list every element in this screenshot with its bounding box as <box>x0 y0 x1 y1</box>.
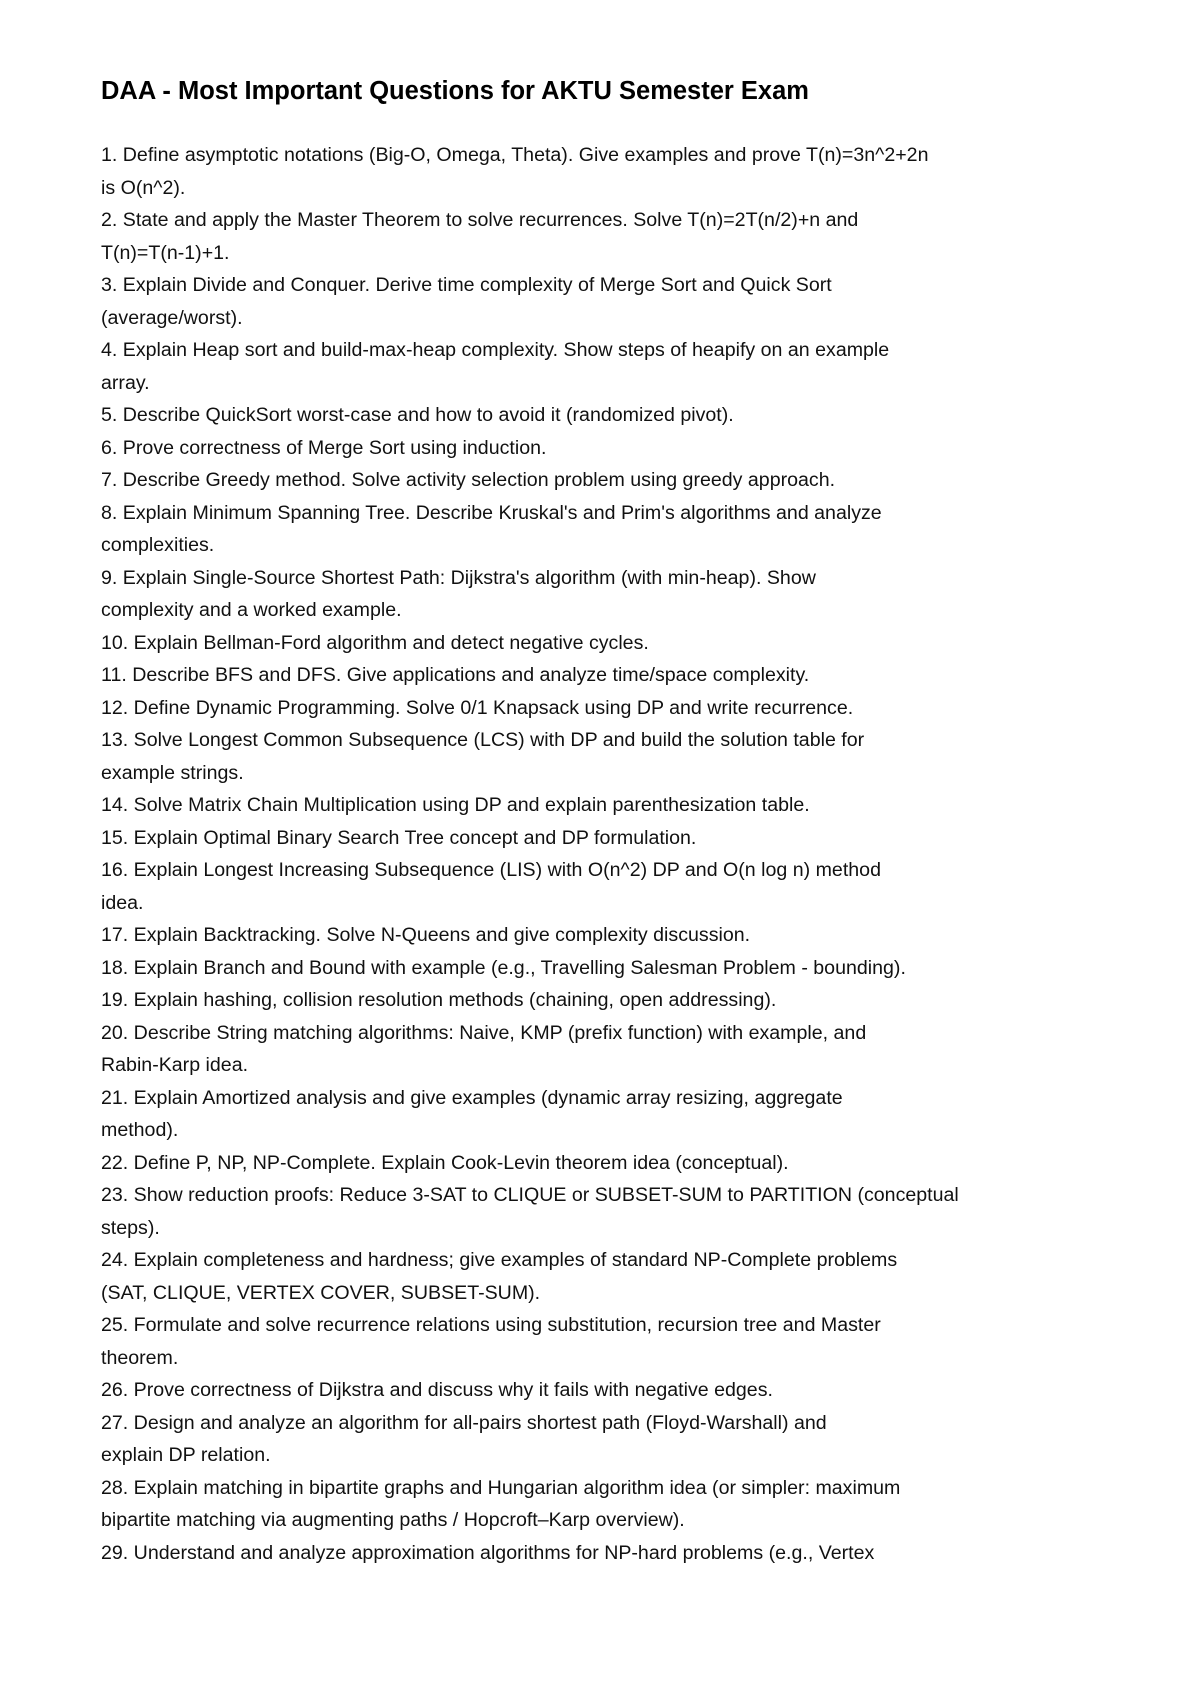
question-line: 22. Define P, NP, NP-Complete. Explain Cook-Levin theorem idea (conceptual). <box>101 1151 789 1174</box>
question-line: 9. Explain Single-Source Shortest Path: Dijkstra's algorithm (with min-heap). Show <box>101 566 816 589</box>
question-line: 21. Explain Amortized analysis and give examples (dynamic array resizing, aggregate <box>101 1086 843 1109</box>
question-line: 28. Explain matching in bipartite graphs and Hungarian algorithm idea (or simpler: maximum <box>101 1476 901 1499</box>
question-line: 16. Explain Longest Increasing Subsequence (LIS) with O(n^2) DP and O(n log n) method <box>101 859 881 881</box>
question-line: (SAT, CLIQUE, VERTEX COVER, SUBSET-SUM). <box>101 1281 541 1304</box>
question-line: array. <box>101 371 150 394</box>
question-line: 20. Describe String matching algorithms: Naive, KMP (prefix function) with example, and <box>101 1021 867 1044</box>
question-line: method). <box>101 1119 179 1141</box>
question-line: 25. Formulate and solve recurrence relations using substitution, recursion tree and Master <box>101 1314 881 1336</box>
question-line: 14. Solve Matrix Chain Multiplication using DP and explain parenthesization table. <box>101 794 810 816</box>
question-line: 29. Understand and analyze approximation algorithms for NP-hard problems (e.g., Vertex <box>101 1541 875 1564</box>
question-line: 2. State and apply the Master Theorem to solve recurrences. Solve T(n)=2T(n/2)+n and <box>101 209 859 231</box>
question-line: complexities. <box>101 534 215 556</box>
question-line: complexity and a worked example. <box>101 599 402 621</box>
question-line: 13. Solve Longest Common Subsequence (LCS) with DP and build the solution table for <box>101 729 865 751</box>
question-line: explain DP relation. <box>101 1444 271 1466</box>
question-line: idea. <box>101 891 144 914</box>
question-line: T(n)=T(n-1)+1. <box>101 241 230 264</box>
question-line: 7. Describe Greedy method. Solve activity selection problem using greedy approach. <box>101 469 836 491</box>
question-line: 12. Define Dynamic Programming. Solve 0/1 Knapsack using DP and write recurrence. <box>101 696 854 719</box>
question-line: example strings. <box>101 761 244 784</box>
question-line: 26. Prove correctness of Dijkstra and discuss why it fails with negative edges. <box>101 1379 773 1401</box>
question-line: 8. Explain Minimum Spanning Tree. Describe Kruskal's and Prim's algorithms and analyze <box>101 501 882 524</box>
question-line: steps). <box>101 1216 160 1239</box>
question-line: 18. Explain Branch and Bound with example (e.g., Travelling Salesman Problem - bounding). <box>101 956 906 979</box>
question-line: 5. Describe QuickSort worst-case and how to avoid it (randomized pivot). <box>101 404 734 426</box>
question-line: 4. Explain Heap sort and build-max-heap complexity. Show steps of heapify on an example <box>101 339 890 361</box>
question-line: Rabin-Karp idea. <box>101 1054 249 1076</box>
question-line: 15. Explain Optimal Binary Search Tree concept and DP formulation. <box>101 826 697 849</box>
question-line: 11. Describe BFS and DFS. Give applications and analyze time/space complexity. <box>101 664 810 686</box>
question-line: (average/worst). <box>101 306 243 329</box>
question-line: 1. Define asymptotic notations (Big-O, Omega, Theta). Give examples and prove T(n)=3n^2+2n <box>101 144 929 166</box>
question-line: 10. Explain Bellman-Ford algorithm and detect negative cycles. <box>101 631 649 654</box>
question-line: theorem. <box>101 1346 179 1369</box>
question-line: 24. Explain completeness and hardness; give examples of standard NP-Complete problems <box>101 1249 898 1271</box>
question-line: 19. Explain hashing, collision resolution methods (chaining, open addressing). <box>101 989 777 1011</box>
question-line: 27. Design and analyze an algorithm for all-pairs shortest path (Floyd-Warshall) and <box>101 1411 827 1434</box>
question-line: 6. Prove correctness of Merge Sort using induction. <box>101 436 547 459</box>
question-line: 23. Show reduction proofs: Reduce 3-SAT to CLIQUE or SUBSET-SUM to PARTITION (conceptual <box>101 1184 959 1206</box>
question-line: bipartite matching via augmenting paths / Hopcroft–Karp overview). <box>101 1509 685 1531</box>
question-line: is O(n^2). <box>101 176 186 199</box>
question-line: 3. Explain Divide and Conquer. Derive time complexity of Merge Sort and Quick Sort <box>101 274 832 296</box>
page-title: DAA - Most Important Questions for AKTU Semester Exam <box>101 77 809 105</box>
question-line: 17. Explain Backtracking. Solve N-Queens and give complexity discussion. <box>101 924 751 946</box>
question-list <box>101 139 1101 1569</box>
